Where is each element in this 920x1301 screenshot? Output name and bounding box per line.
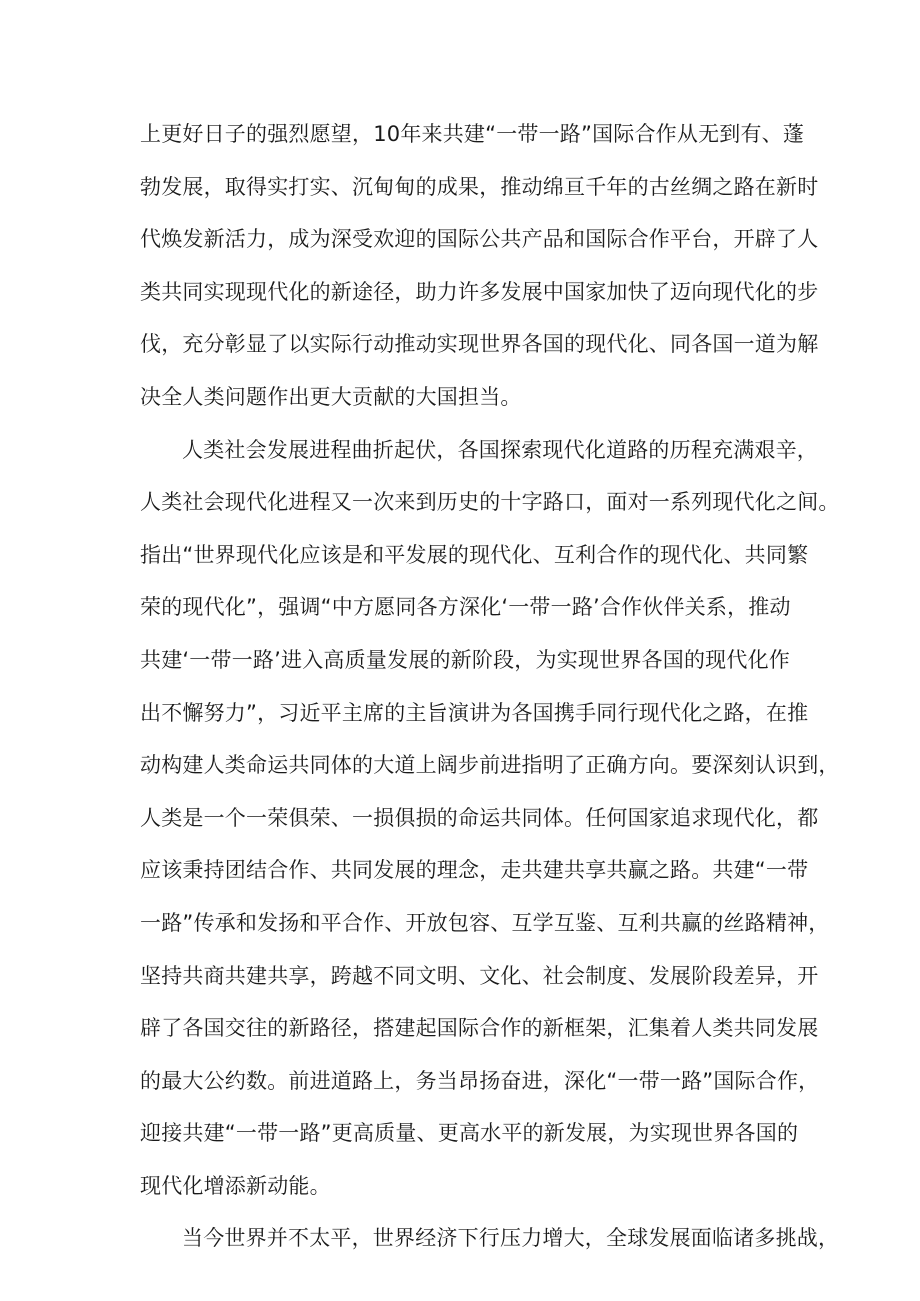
text-line: 人类社会发展进程曲折起伏，各国探索现代化道路的历程充满艰辛， [182,437,818,462]
text-line: 伐，充分彰显了以实际行动推动实现世界各国的现代化、同各国一道为解 [140,332,819,357]
text-line: 共建‘一带一路’进入高质量发展的新阶段，为实现世界各国的现代化作 [140,647,790,672]
text-line: 一路”传承和发扬和平合作、开放包容、互学互鉴、互利共赢的丝路精神， [140,910,830,935]
text-line: 现代化增添新动能。 [140,1173,331,1198]
text-line: 的最大公约数。前进道路上，务当昂扬奋进，深化“一带一路”国际合作， [140,1068,820,1093]
body-text [140,108,840,1265]
text-line: 辟了各国交往的新路径，搭建起国际合作的新框架，汇集着人类共同发展 [140,1016,819,1041]
text-line: 迎接共建“一带一路”更高质量、更高水平的新发展，为实现世界各国的 [140,1121,799,1146]
text-line: 类共同实现现代化的新途径，助力许多发展中国家加快了迈向现代化的步 [140,279,819,304]
paragraph-world-situation [140,1212,840,1265]
text-line: 应该秉持团结合作、共同发展的理念，走共建共享共赢之路。共建“一带 [140,858,809,883]
text-line: 决全人类问题作出更大贡献的大国担当。 [140,384,522,409]
text-line: 指出“世界现代化应该是和平发展的现代化、互利合作的现代化、共同繁 [140,542,809,567]
text-line: 荣的现代化”，强调“中方愿同各方深化‘一带一路’合作伙伴关系，推动 [140,595,791,620]
text-line: 出不懈努力”，习近平主席的主旨演讲为各国携手同行现代化之路，在推 [140,700,809,725]
text-line: 代焕发新活力，成为深受欢迎的国际公共产品和国际合作平台，开辟了人 [140,227,819,252]
paragraph-continuation [140,108,819,424]
text-line: 人类社会现代化进程又一次来到历史的十字路口，面对一系列现代化之间。 [140,490,840,515]
text-line: 上更好日子的强烈愿望，10年来共建“一带一路”国际合作从无到有、蓬 [140,122,805,146]
text-line: 动构建人类命运共同体的大道上阔步前进指明了正确方向。要深刻认识到， [140,753,840,778]
text-line: 当今世界并不太平，世界经济下行压力增大，全球发展面临诸多挑战， [182,1226,840,1251]
text-line: 人类是一个一荣俱荣、一损俱损的命运共同体。任何国家追求现代化，都 [140,805,819,830]
paragraph-modernization [140,424,840,1213]
text-line: 坚持共商共建共享，跨越不同文明、文化、社会制度、发展阶段差异，开 [140,963,819,988]
text-line: 勃发展，取得实打实、沉甸甸的成果，推动绵亘千年的古丝绸之路在新时 [140,174,819,199]
